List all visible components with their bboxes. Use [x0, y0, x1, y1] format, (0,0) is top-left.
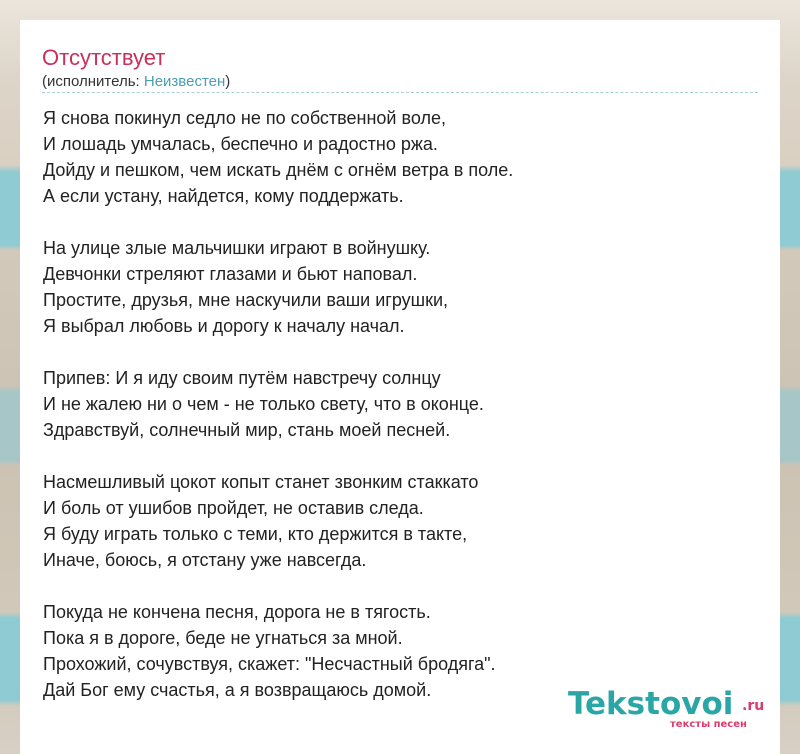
lyric-line: Дай Бог ему счастья, а я возвращаюсь домой. — [43, 680, 432, 700]
artist-link[interactable]: Неизвестен — [143, 73, 226, 90]
song-title: Отсутствует — [42, 45, 166, 70]
lyrics-text — [43, 105, 743, 729]
lyric-line: Я буду играть только с теми, кто держится в такте, — [43, 524, 468, 544]
lyric-line: Здравствуй, солнечный мир, стань моей песней. — [43, 420, 451, 440]
stanza — [43, 469, 743, 573]
lyric-line: Я снова покинул седло не по собственной воле, — [43, 108, 446, 128]
stanza — [43, 235, 743, 339]
lyric-line: Простите, друзья, мне наскучили ваши игрушки, — [43, 290, 449, 310]
lyric-line: Насмешливый цокот копыт станет звонким стаккато — [43, 472, 479, 492]
lyric-line: И не жалею ни о чем - не только свету, что в оконце. — [43, 394, 484, 414]
lyric-line: Покуда не кончена песня, дорога не в тягость. — [43, 602, 431, 622]
logo-wordmark: Tekstovoi — [568, 686, 734, 722]
site-logo[interactable] — [568, 686, 778, 736]
lyric-line: И лошадь умчалась, беспечно и радостно ржа. — [43, 134, 438, 154]
artist-byline — [42, 73, 230, 91]
lyric-line: Дойду и пешком, чем искать днём с огнём ветра в поле. — [43, 160, 514, 180]
lyric-line: Иначе, боюсь, я отстану уже навсегда. — [43, 550, 367, 570]
lyric-line: Я выбрал любовь и дорогу к началу начал. — [43, 316, 405, 336]
stanza — [43, 105, 743, 209]
byline-suffix: ) — [225, 73, 231, 90]
title-divider — [42, 92, 758, 93]
lyric-line: И боль от ушибов пройдет, не оставив следа. — [43, 498, 424, 518]
lyric-line: Припев: И я иду своим путём навстречу солнцу — [43, 368, 441, 388]
lyric-line: На улице злые мальчишки играют в войнушку. — [43, 238, 431, 258]
lyric-line: А если устану, найдется, кому поддержать. — [43, 186, 404, 206]
lyrics-card — [20, 20, 780, 754]
logo-tagline: тексты песен — [670, 719, 747, 730]
lyric-line: Девчонки стреляют глазами и бьют наповал. — [43, 264, 418, 284]
lyric-line: Пока я в дороге, беде не угнаться за мной. — [43, 628, 403, 648]
stanza-chorus — [43, 365, 743, 443]
logo-domain: .ru — [742, 698, 765, 714]
lyric-line: Прохожий, сочувствуя, скажет: "Несчастный бродяга". — [43, 654, 496, 674]
byline-prefix: (исполнитель: — [42, 73, 144, 90]
